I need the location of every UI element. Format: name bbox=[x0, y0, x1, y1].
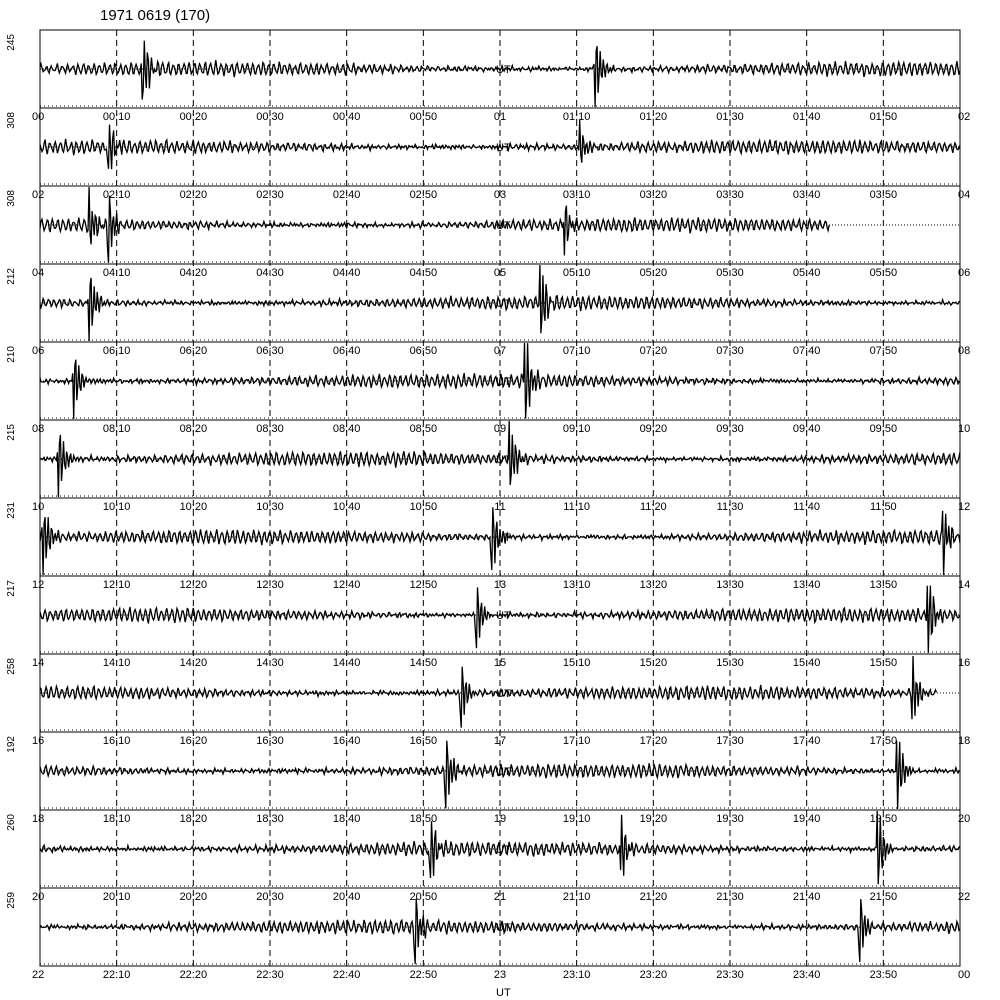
tick-label: 15:20 bbox=[639, 657, 668, 669]
tick-label: 12:30 bbox=[256, 579, 284, 591]
row-label: 210 bbox=[6, 346, 17, 363]
tick-label: 09:40 bbox=[792, 423, 821, 435]
tick-label: 20 bbox=[32, 891, 45, 903]
tick-label: 15:30 bbox=[716, 657, 744, 669]
tick-label: 13 bbox=[493, 579, 507, 591]
tick-label: 11:10 bbox=[563, 501, 591, 513]
tick-label: 18 bbox=[32, 813, 45, 825]
tick-label: 02 bbox=[32, 189, 45, 201]
tick-label: 10:10 bbox=[102, 501, 131, 513]
tick-label: 04 bbox=[32, 267, 45, 279]
tick-label: 08:20 bbox=[179, 423, 208, 435]
tick-label: 20:30 bbox=[256, 891, 284, 903]
tick-label: 16 bbox=[958, 657, 971, 669]
row-label: 308 bbox=[6, 190, 17, 207]
tick-label: 13:50 bbox=[869, 579, 898, 591]
tick-label: 03:30 bbox=[716, 189, 744, 201]
tick-label: 04:50 bbox=[409, 267, 438, 279]
tick-label: 09:50 bbox=[869, 423, 898, 435]
tick-label: 20 bbox=[958, 813, 971, 825]
x-axis-label: UT bbox=[496, 298, 511, 310]
plot-area bbox=[6, 30, 970, 999]
tick-label: 03 bbox=[493, 189, 507, 201]
x-axis-label: UT bbox=[496, 688, 511, 700]
tick-label: 07:30 bbox=[716, 345, 744, 357]
tick-label: 01:10 bbox=[562, 111, 591, 123]
tick-label: 21:40 bbox=[792, 891, 821, 903]
tick-label: 03:10 bbox=[562, 189, 591, 201]
tick-label: 04:30 bbox=[256, 267, 284, 279]
tick-label: 22:50 bbox=[409, 969, 438, 981]
tick-label: 13:40 bbox=[792, 579, 821, 591]
tick-label: 01:40 bbox=[792, 111, 821, 123]
tick-label: 16:10 bbox=[102, 735, 131, 747]
row-label: 260 bbox=[6, 814, 17, 831]
tick-label: 22 bbox=[32, 969, 45, 981]
tick-label: 02:20 bbox=[179, 189, 208, 201]
tick-label: 14 bbox=[32, 657, 45, 669]
tick-label: 02:10 bbox=[102, 189, 131, 201]
tick-label: 03:20 bbox=[639, 189, 668, 201]
tick-label: 03:50 bbox=[869, 189, 898, 201]
tick-label: 22:10 bbox=[102, 969, 131, 981]
tick-label: 05:50 bbox=[869, 267, 898, 279]
tick-label: 08 bbox=[958, 345, 971, 357]
tick-label: 21 bbox=[493, 891, 507, 903]
tick-label: 17 bbox=[493, 735, 507, 747]
tick-label: 14:50 bbox=[409, 657, 438, 669]
tick-label: 19 bbox=[493, 813, 507, 825]
tick-label: 06 bbox=[32, 345, 45, 357]
tick-label: 07:10 bbox=[562, 345, 591, 357]
tick-label: 19:20 bbox=[639, 813, 668, 825]
tick-label: 20:40 bbox=[332, 891, 361, 903]
tick-label: 16:30 bbox=[256, 735, 284, 747]
row-label: 231 bbox=[6, 502, 17, 519]
tick-label: 18:40 bbox=[332, 813, 361, 825]
row-label: 308 bbox=[6, 112, 17, 129]
tick-label: 19:40 bbox=[792, 813, 821, 825]
tick-label: 14:40 bbox=[332, 657, 361, 669]
row-label: 245 bbox=[6, 34, 17, 51]
tick-label: 01:50 bbox=[869, 111, 898, 123]
tick-label: 08:30 bbox=[256, 423, 284, 435]
chart-title: 1971 0619 (170) bbox=[100, 7, 211, 24]
tick-label: 10:20 bbox=[179, 501, 208, 513]
tick-label: 08:10 bbox=[102, 423, 131, 435]
tick-label: 18:20 bbox=[179, 813, 208, 825]
tick-label: 01:20 bbox=[639, 111, 668, 123]
tick-label: 05:30 bbox=[716, 267, 744, 279]
row-label: 259 bbox=[6, 892, 17, 909]
tick-label: 06:40 bbox=[332, 345, 361, 357]
tick-label: 21:20 bbox=[639, 891, 668, 903]
tick-label: 00:10 bbox=[102, 111, 131, 123]
tick-label: 13:20 bbox=[639, 579, 668, 591]
tick-label: 14:20 bbox=[179, 657, 208, 669]
tick-label: 19:30 bbox=[716, 813, 744, 825]
tick-label: 02:40 bbox=[332, 189, 361, 201]
tick-label: 22:20 bbox=[179, 969, 208, 981]
tick-label: 23:30 bbox=[716, 969, 744, 981]
tick-label: 17:30 bbox=[716, 735, 744, 747]
tick-label: 20:10 bbox=[102, 891, 131, 903]
tick-label: 16:40 bbox=[332, 735, 361, 747]
tick-label: 09:10 bbox=[562, 423, 591, 435]
tick-label: 23 bbox=[493, 969, 507, 981]
tick-label: 16:20 bbox=[179, 735, 208, 747]
tick-label: 12:40 bbox=[332, 579, 361, 591]
tick-label: 00:20 bbox=[179, 111, 208, 123]
tick-label: 22:30 bbox=[256, 969, 284, 981]
x-axis-label: UT bbox=[496, 532, 511, 544]
tick-label: 23:10 bbox=[562, 969, 591, 981]
tick-label: 09:20 bbox=[639, 423, 668, 435]
tick-label: 00:50 bbox=[409, 111, 438, 123]
tick-label: 06:50 bbox=[409, 345, 438, 357]
tick-label: 07:50 bbox=[869, 345, 898, 357]
tick-label: 18:10 bbox=[102, 813, 131, 825]
tick-label: 12:50 bbox=[409, 579, 438, 591]
tick-label: 18:50 bbox=[409, 813, 438, 825]
tick-label: 14 bbox=[958, 579, 971, 591]
tick-label: 13:30 bbox=[716, 579, 744, 591]
tick-label: 15:10 bbox=[562, 657, 591, 669]
tick-label: 10:40 bbox=[332, 501, 361, 513]
tick-label: 21:50 bbox=[869, 891, 898, 903]
tick-label: 14:30 bbox=[256, 657, 284, 669]
tick-label: 00:30 bbox=[256, 111, 284, 123]
tick-label: 01:30 bbox=[716, 111, 744, 123]
tick-label: 07:20 bbox=[639, 345, 668, 357]
row-label: 192 bbox=[6, 736, 17, 753]
tick-label: 17:50 bbox=[869, 735, 898, 747]
tick-label: 05:20 bbox=[639, 267, 668, 279]
row-label: 217 bbox=[6, 580, 17, 597]
tick-label: 09 bbox=[493, 423, 507, 435]
tick-label: 05 bbox=[493, 267, 507, 279]
tick-label: 13:10 bbox=[562, 579, 591, 591]
tick-label: 11 bbox=[494, 501, 506, 513]
x-axis-label: UT bbox=[496, 844, 511, 856]
tick-label: 07 bbox=[493, 345, 507, 357]
tick-label: 16 bbox=[32, 735, 45, 747]
tick-label: 17:10 bbox=[562, 735, 591, 747]
tick-label: 06:10 bbox=[102, 345, 131, 357]
row-label: 258 bbox=[6, 658, 17, 675]
tick-label: 22 bbox=[958, 891, 971, 903]
tick-label: 03:40 bbox=[792, 189, 821, 201]
tick-label: 17:20 bbox=[639, 735, 668, 747]
tick-label: 04:40 bbox=[332, 267, 361, 279]
tick-label: 08:40 bbox=[332, 423, 361, 435]
tick-label: 19:10 bbox=[562, 813, 591, 825]
tick-label: 04:20 bbox=[179, 267, 208, 279]
x-axis-label: UT bbox=[496, 220, 511, 232]
tick-label: 07:40 bbox=[792, 345, 821, 357]
tick-label: 05:10 bbox=[562, 267, 591, 279]
x-axis-label: UT bbox=[496, 64, 511, 76]
tick-label: 08 bbox=[32, 423, 45, 435]
tick-label: 15:40 bbox=[792, 657, 821, 669]
tick-label: 00 bbox=[958, 969, 971, 981]
tick-label: 06:20 bbox=[179, 345, 208, 357]
x-axis-label: UT bbox=[496, 766, 511, 778]
tick-label: 01 bbox=[493, 111, 507, 123]
tick-label: 23:50 bbox=[869, 969, 898, 981]
tick-label: 10 bbox=[958, 423, 971, 435]
tick-label: 16:50 bbox=[409, 735, 438, 747]
tick-label: 05:40 bbox=[792, 267, 821, 279]
tick-label: 02 bbox=[958, 111, 971, 123]
tick-label: 21:10 bbox=[562, 891, 591, 903]
tick-label: 11:30 bbox=[716, 501, 744, 513]
x-axis-label: UT bbox=[496, 376, 511, 388]
tick-label: 14:10 bbox=[102, 657, 131, 669]
x-axis-label: UT bbox=[496, 987, 511, 999]
tick-label: 20:50 bbox=[409, 891, 438, 903]
x-axis-label: UT bbox=[496, 922, 511, 934]
tick-label: 09:30 bbox=[716, 423, 744, 435]
tick-label: 06:30 bbox=[256, 345, 284, 357]
tick-label: 10:30 bbox=[256, 501, 284, 513]
tick-label: 00 bbox=[32, 111, 45, 123]
tick-label: 10:50 bbox=[409, 501, 438, 513]
tick-label: 00:40 bbox=[332, 111, 361, 123]
tick-label: 18:30 bbox=[256, 813, 284, 825]
tick-label: 12:10 bbox=[102, 579, 131, 591]
tick-label: 02:50 bbox=[409, 189, 438, 201]
tick-label: 02:30 bbox=[256, 189, 284, 201]
tick-label: 21:30 bbox=[716, 891, 744, 903]
tick-label: 08:50 bbox=[409, 423, 438, 435]
tick-label: 20:20 bbox=[179, 891, 208, 903]
tick-label: 15:50 bbox=[869, 657, 898, 669]
tick-label: 12:20 bbox=[179, 579, 208, 591]
tick-label: 10 bbox=[32, 501, 45, 513]
tick-label: 23:20 bbox=[639, 969, 668, 981]
tick-label: 15 bbox=[493, 657, 507, 669]
tick-label: 22:40 bbox=[332, 969, 361, 981]
tick-label: 17:40 bbox=[792, 735, 821, 747]
tick-label: 11:40 bbox=[793, 501, 821, 513]
tick-label: 19:50 bbox=[869, 813, 898, 825]
tick-label: 18 bbox=[958, 735, 971, 747]
tick-label: 12 bbox=[958, 501, 971, 513]
x-axis-label: UT bbox=[496, 142, 511, 154]
tick-label: 04 bbox=[958, 189, 971, 201]
tick-label: 06 bbox=[958, 267, 971, 279]
tick-label: 11:50 bbox=[869, 501, 897, 513]
tick-label: 23:40 bbox=[792, 969, 821, 981]
row-label: 215 bbox=[6, 424, 17, 441]
row-label: 212 bbox=[6, 268, 17, 285]
tick-label: 11:20 bbox=[639, 501, 667, 513]
tick-label: 12 bbox=[32, 579, 45, 591]
x-axis-label: UT bbox=[496, 454, 511, 466]
tick-label: 04:10 bbox=[102, 267, 131, 279]
x-axis-label: UT bbox=[496, 610, 511, 622]
